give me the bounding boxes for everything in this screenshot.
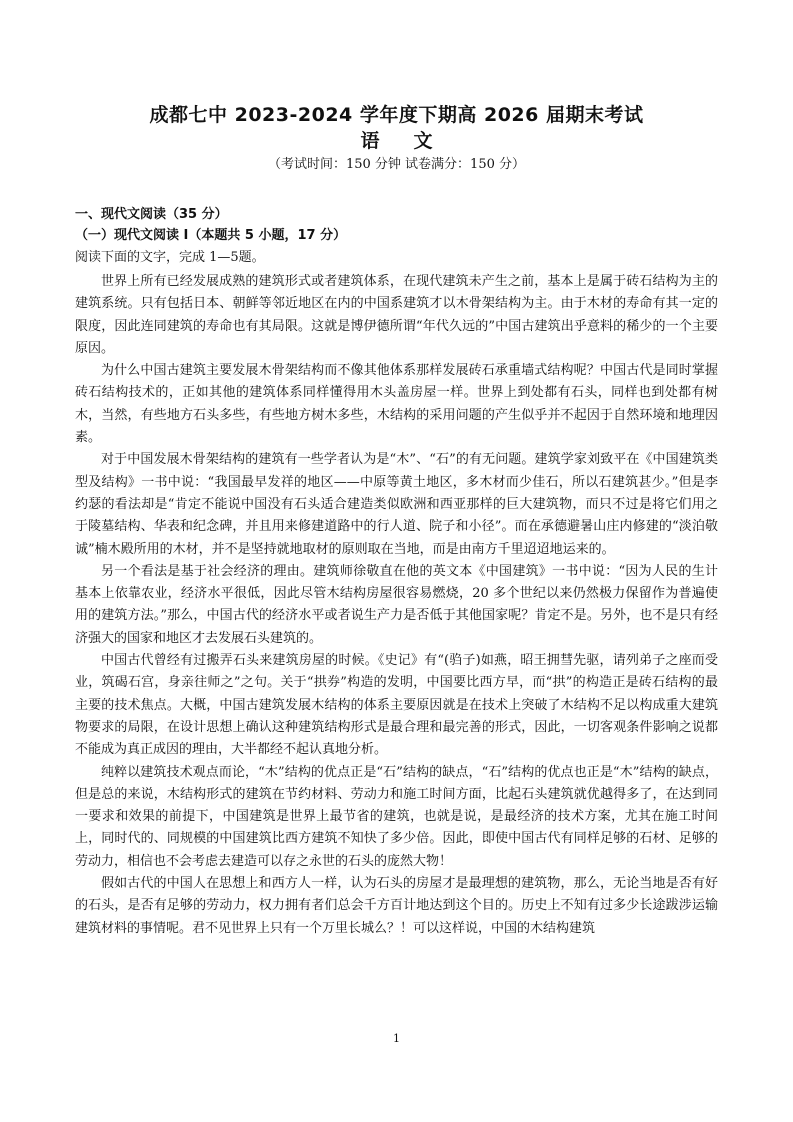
subject-char-1: 语: [360, 130, 380, 152]
passage-paragraph-5: 中国古代曾经有过搬弄石头来建筑房屋的时候。《史记》有“(驺子)如燕，昭王拥彗先驱，请列弟子之座而受业，筑碣石宫，身亲往师之”之句。关于“拱券”构造的发明，中国要比西方早，而“拱”的构造正是砖石结构的最主要的技术焦点。大概，中国古建筑发展木结构的体系主要原因就是在技术上突破了木结构不足以构成重大建筑物要求的局限，在设计思想上确认这种建筑结构形式是最合理和最完善的形式，因此，一切客观条件影响之说都不能成为真正成因的理由，大半都经不起认真地分析。: [75, 653, 718, 758]
exam-info: （考试时间：150 分钟 试卷满分：150 分）: [267, 157, 526, 172]
reading-passage: [75, 271, 718, 940]
subject-title: [0, 126, 793, 153]
page-number: 1: [393, 1032, 400, 1045]
subsection-heading: （一）现代文阅读 Ⅰ（本题共 5 小题，17 分）: [75, 228, 347, 243]
passage-paragraph-2: 为什么中国古建筑主要发展木骨架结构而不像其他体系那样发展砖石承重墙式结构呢？中国古代是同时掌握砖石结构技术的，正如其他的建筑体系同样懂得用木头盖房屋一样。世界上到处都有石头，同样也到处都有树木，当然，有些地方石头多些，有些地方树木多些，木结构的采用问题的产生似乎并不起因于自然环境和地理因素。: [75, 363, 718, 446]
passage-paragraph-1: 世界上所有已经发展成熟的建筑形式或者建筑体系，在现代建筑未产生之前，基本上是属于砖石结构为主的建筑系统。只有包括日本、朝鲜等邻近地区在内的中国系建筑才以木骨架结构为主。由于木材的寿命有其一定的限度，因此连同建筑的寿命也有其局限。这就是博伊德所谓“年代久远的”中国古建筑出乎意料的稀少的一个主要原因。: [75, 274, 718, 356]
passage-paragraph-7: 假如古代的中国人在思想上和西方人一样，认为石头的房屋才是最理想的建筑物，那么，无论当地是否有好的石头，是否有足够的劳动力，权力拥有者们总会千方百计地达到这个目的。历史上不知有过多少长途跋涉运输建筑材料的事情呢。君不见世界上只有一个万里长城么？！可以这样说，中国的木结构建筑: [75, 876, 718, 936]
section-heading: 一、现代文阅读（35 分）: [75, 207, 228, 222]
subject-char-2: 文: [413, 130, 433, 152]
passage-paragraph-4: 另一个看法是基于社会经济的理由。建筑师徐敬直在他的英文本《中国建筑》一书中说：“因为人民的生计基本上依靠农业，经济水平很低，因此尽管木结构房屋很容易燃烧，20 多个世纪以来仍然极力保留作为普遍使用的建筑方法。”那么，中国古代的经济水平或者说生产力是否低于其他国家呢？肯定不是。另外，也不是只有经济强大的国家和地区才去发展石头建筑的。: [75, 563, 718, 646]
passage-paragraph-6: 纯粹以建筑技术观点而论，“木”结构的优点正是“石”结构的缺点，“石”结构的优点也正是“木”结构的缺点，但是总的来说，木结构形式的建筑在节约材料、劳动力和施工时间方面，比起石头建筑就优越得多了，在达到同一要求和效果的前提下，中国建筑是世界上最节省的建筑，也就是说，是最经济的技术方案，尤其在施工时间上，同时代的、同规模的中国建筑比西方建筑不知快了多少倍。因此，即使中国古代有同样足够的石材、足够的劳动力，相信也不会考虑去建造可以存之永世的石头的庞然大物！: [75, 764, 718, 869]
reading-instruction: 阅读下面的文字，完成 1—5题。: [75, 250, 265, 265]
passage-paragraph-3: 对于中国发展木骨架结构的建筑有一些学者认为是“木”、“石”的有无问题。建筑学家刘致平在《中国建筑类型及结构》一书中说：“我国最早发祥的地区——中原等黄土地区，多木材而少佳石，所以石建筑甚少。”但是李约瑟的看法却是“肯定不能说中国没有石头适合建造类似欧洲和西亚那样的巨大建筑物，而只不过是将它们用之于陵墓结构、华表和纪念碑，并且用来修建道路中的行人道、院子和小径”。而在承德避暑山庄内修建的“淡泊敬诚”楠木殿所用的木材，并不是坚持就地取材的原则取在当地，而是由南方千里迢迢地运来的。: [75, 452, 718, 557]
exam-title: 成都七中 2023-2024 学年度下期高 2026 届期末考试: [149, 104, 644, 126]
